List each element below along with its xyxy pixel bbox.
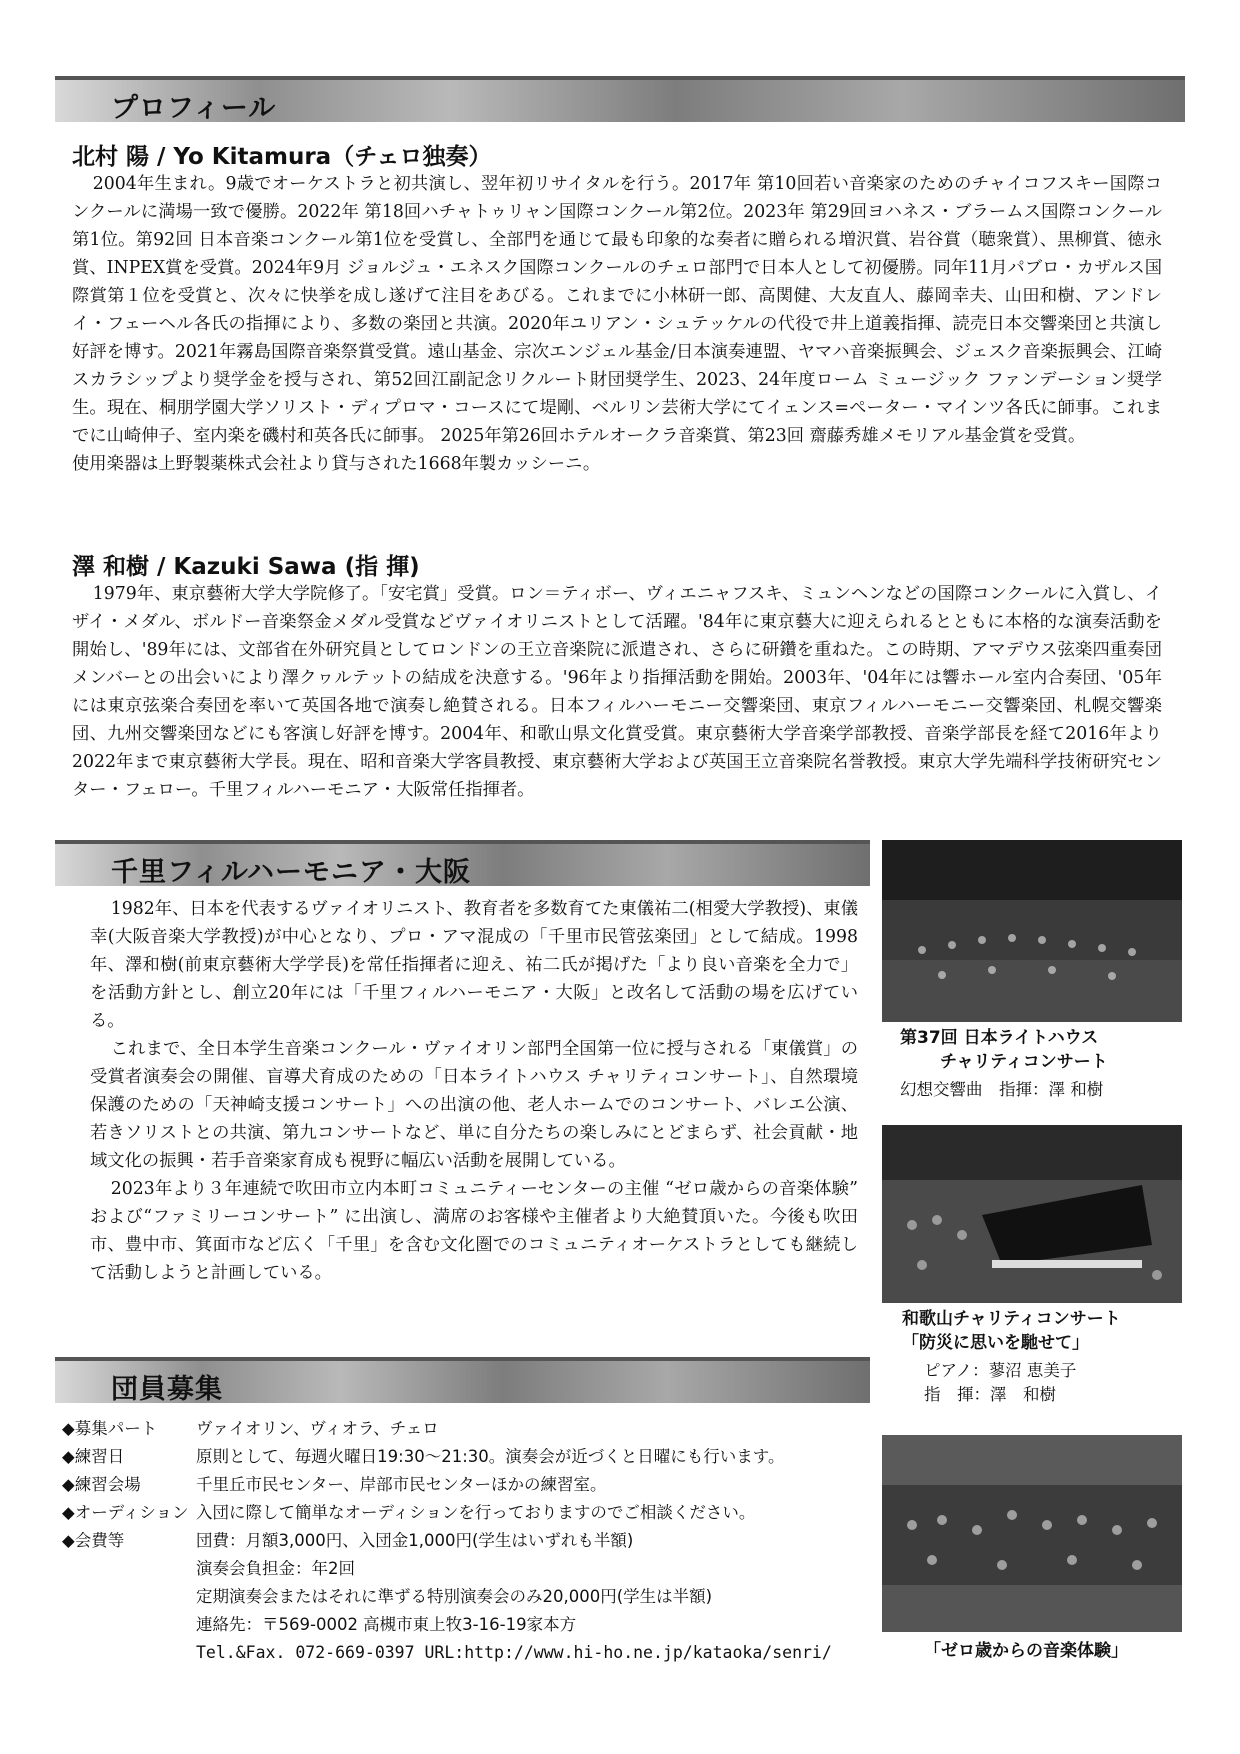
recruit-row	[62, 1415, 872, 1443]
orchestra-header-title: 千里フィルハーモニア・大阪	[111, 857, 471, 888]
recruit-details	[62, 1415, 872, 1667]
photo-1-caption-line3: 幻想交響曲 指揮：澤 和樹	[900, 1080, 1104, 1099]
photo-3-caption	[924, 1639, 1184, 1663]
recruit-row	[62, 1611, 872, 1639]
recruit-row	[62, 1527, 872, 1555]
orchestra-paragraph-1: 1982年、日本を代表するヴァイオリニスト、教育者を多数育てた東儀祐二(相愛大学教授)、東儀幸(大阪音楽大学教授)が中心となり、プロ・アマ混成の「千里市民管弦楽団」として結成。1998年、澤和樹(前東京藝術大学学長)を常任指揮者に迎え、祐二氏が掲げた「より良い音楽を全力で」を活動方針とし、創立20年には「千里フィルハーモニア・大阪」と改名して活動の場を広げている。	[90, 899, 858, 1031]
photo-1-caption	[900, 1026, 1180, 1102]
photo-2-caption-line2: 「防災に思いを馳せて」	[902, 1333, 1089, 1353]
photo-2-caption	[902, 1307, 1182, 1407]
recruit-label: ◆募集パート	[62, 1419, 158, 1438]
url-label: URL:	[424, 1643, 465, 1662]
recruit-label: ◆練習会場	[62, 1475, 141, 1494]
recruit-label	[62, 1611, 196, 1639]
photo-2-caption-line1: 和歌山チャリティコンサート	[902, 1309, 1121, 1329]
orchestra-description	[90, 895, 858, 1287]
recruit-value: 団費：月額3,000円、入団金1,000円(学生はいずれも半額)	[196, 1531, 634, 1550]
orchestra-paragraph-3: 2023年より３年連続で吹田市立内本町コミュニティーセンターの主催 “ゼロ歳からの音楽体験” および“ファミリーコンサート” に出演し、満席のお客様や主催者より大絶賛頂いた。今後も吹田市、豊中市、箕面市など広く「千里」を含む文化圏でのコミュニティオーケストラとしても継続して活動しようと計画している。	[90, 1179, 858, 1283]
tel-label: Tel.&Fax.	[196, 1643, 286, 1662]
recruit-label: ◆オーディション	[62, 1503, 189, 1522]
photo-1-caption-line1: 第37回 日本ライトハウス	[900, 1028, 1099, 1048]
recruit-row	[62, 1499, 872, 1527]
kitamura-name: 北村 陽 / Yo Kitamura（チェロ独奏）	[72, 144, 492, 170]
orchestra-photo-lighthouse	[882, 840, 1182, 1022]
recruit-value: 入団に際して簡単なオーディションを行っておりますのでご相談ください。	[196, 1503, 756, 1522]
recruit-label: ◆会費等	[62, 1531, 125, 1550]
sawa-bio-text: 1979年、東京藝術大学大学院修了。「安宅賞」受賞。ロン＝ティボー、ヴィエニャフスキ、ミュンヘンなどの国際コンクールに入賞し、イザイ・メダル、ボルドー音楽祭金メダル受賞などヴァイオリニストとして活躍。'84年に東京藝大に迎えられるとともに本格的な演奏活動を開始し、'89年には、文部省在外研究員としてロンドンの王立音楽院に派遣され、さらに研鑽を重ねた。この時期、アマデウス弦楽四重奏団メンバーとの出会いにより澤クヮルテットの結成を決意する。'96年より指揮活動を開始。2003年、'04年には響ホール室内合奏団、'05年には東京弦楽合奏団を率いて英国各地で演奏し絶賛される。日本フィルハーモニー交響楽団、東京フィルハーモニー交響楽団、札幌交響楽団、九州交響楽団などにも客演し好評を博す。2004年、和歌山県文化賞受賞。東京藝術大学音楽学部教授、音楽学部長を経て2016年より2022年まで東京藝術大学長。現在、昭和音楽大学客員教授、東京藝術大学および英国王立音楽院名誉教授。東京大学先端科学技術研究センター・フェロー。千里フィルハーモニア・大阪常任指揮者。	[72, 584, 1162, 800]
profile-header-title: プロフィール	[111, 93, 277, 124]
recruit-value: 定期演奏会またはそれに準ずる特別演奏会のみ20,000円(学生は半額)	[196, 1587, 713, 1606]
orchestra-section-header	[55, 840, 870, 886]
recruit-row	[62, 1583, 872, 1611]
photo-2-caption-line3: ピアノ：蓼沼 恵美子	[924, 1361, 1077, 1380]
recruit-row	[62, 1555, 872, 1583]
recruit-header-title: 団員募集	[111, 1374, 223, 1405]
kitamura-bio-instrument: 使用楽器は上野製薬株式会社より貸与された1668年製カッシーニ。	[72, 454, 601, 474]
profile-section-header	[55, 76, 1185, 122]
recruit-value: ヴァイオリン、ヴィオラ、チェロ	[196, 1419, 439, 1438]
website-link[interactable]: http://www.hi-ho.ne.jp/kataoka/senri/	[464, 1643, 832, 1662]
recruit-row	[62, 1443, 872, 1471]
tel-number: 072-669-0397	[295, 1643, 415, 1662]
recruit-label	[62, 1583, 196, 1611]
recruit-label: ◆練習日	[62, 1447, 125, 1466]
recruit-label	[62, 1555, 196, 1583]
photo-2-caption-line4: 指 揮：澤 和樹	[924, 1385, 1056, 1404]
orchestra-photo-lighthouse-image	[882, 840, 1182, 1022]
recruit-value: 原則として、毎週火曜日19:30～21:30。演奏会が近づくと日曜にも行います。	[196, 1447, 785, 1466]
contact-row	[62, 1639, 872, 1667]
recruit-row	[62, 1471, 872, 1499]
zero-age-concert-photo	[882, 1435, 1182, 1632]
recruit-value: 演奏会負担金：年2回	[196, 1559, 355, 1578]
photo-3-caption-line1: 「ゼロ歳からの音楽体験」	[924, 1641, 1128, 1661]
piano-concert-photo	[882, 1125, 1182, 1303]
recruit-value: 連絡先：〒569-0002 高槻市東上牧3-16-19家本方	[196, 1615, 577, 1634]
kitamura-bio-text: 2004年生まれ。9歳でオーケストラと初共演し、翌年初リサイタルを行う。2017年 第10回若い音楽家のためのチャイコフスキー国際コンクールに満場一致で優勝。2022年 第18回ハチャトゥリャン国際コンクール第2位。2023年 第29回ヨハネス・ブラームス国際コンクール第1位。第92回 日本音楽コンクール第1位を受賞し、全部門を通じて最も印象的な奏者に贈られる増沢賞、岩谷賞（聴衆賞）、黒柳賞、徳永賞、INPEX賞を受賞。2024年9月 ジョルジュ・エネスク国際コンクールのチェロ部門で日本人として初優勝。同年11月パブロ・カザルス国際賞第１位を受賞と、次々に快挙を成し遂げて注目をあびる。これまでに小林研一郎、高関健、大友直人、藤岡幸夫、山田和樹、アンドレイ・フェーヘル各氏の指揮により、多数の楽団と共演。2020年ユリアン・シュテッケルの代役で井上道義指揮、読売日本交響楽団と共演し好評を博す。2021年霧島国際音楽祭賞受賞。遠山基金、宗次エンジェル基金/日本演奏連盟、ヤマハ音楽振興会、ジェスク音楽振興会、江崎スカラシップより奨学金を授与され、第52回江副記念リクルート財団奨学生、2023、24年度ローム ミュージック ファンデーション奨学生。現在、桐朋学園大学ソリスト・ディプロマ・コースにて堤剛、ベルリン芸術大学にてイェンス=ペーター・マインツ各氏に師事。これまでに山崎伸子、室内楽を磯村和英各氏に師事。 2025年第26回ホテルオークラ音楽賞、第23回 齋藤秀雄メモリアル基金賞を受賞。	[72, 174, 1162, 446]
kitamura-bio	[72, 170, 1162, 478]
orchestra-paragraph-2: これまで、全日本学生音楽コンクール・ヴァイオリン部門全国第一位に授与される「東儀賞」の受賞者演奏会の開催、盲導犬育成のための「日本ライトハウス チャリティコンサート」、自然環境保護のための「天神崎支援コンサート」への出演の他、老人ホームでのコンサート、バレエ公演、若きソリストとの共演、第九コンサートなど、単に自分たちの楽しみにとどまらず、社会貢献・地域文化の振興・若手音楽家育成も視野に幅広い活動を展開している。	[90, 1039, 858, 1171]
photo-1-caption-line2: チャリティコンサート	[940, 1052, 1108, 1072]
sawa-bio	[72, 580, 1162, 804]
recruit-section-header	[55, 1357, 870, 1403]
zero-age-concert-photo-image	[882, 1435, 1182, 1632]
piano-concert-photo-image	[882, 1125, 1182, 1303]
sawa-name: 澤 和樹 / Kazuki Sawa (指 揮)	[72, 554, 420, 580]
recruit-value: 千里丘市民センター、岸部市民センターほかの練習室。	[196, 1475, 607, 1494]
